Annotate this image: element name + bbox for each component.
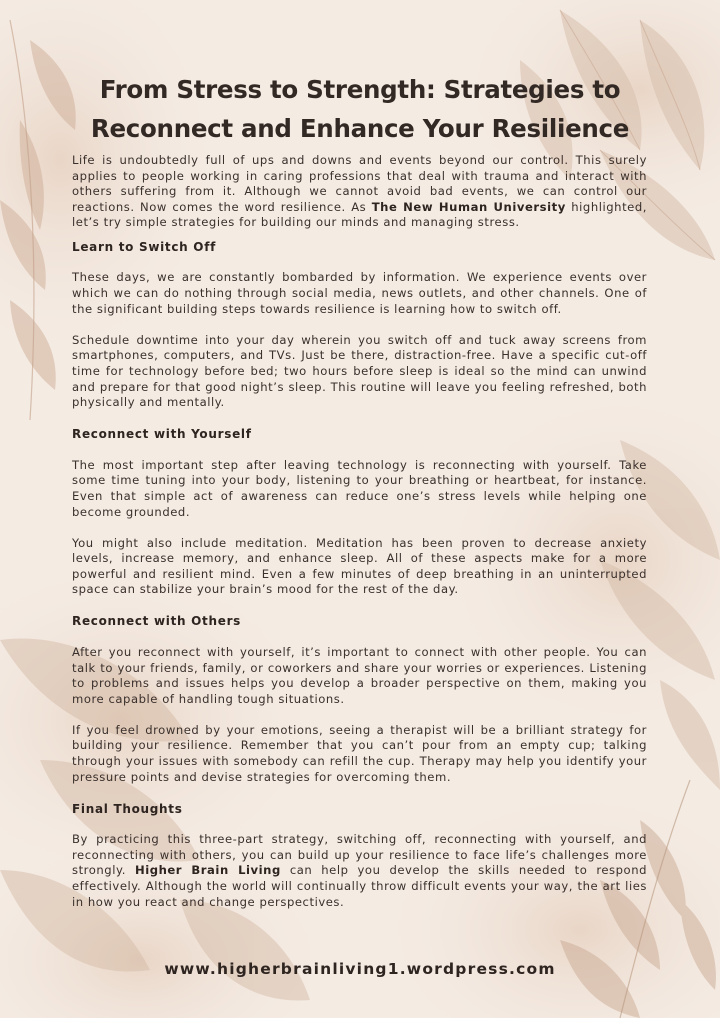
footer-url: www.higherbrainliving1.wordpress.com [164,960,556,978]
intro-bold-source: The New Human University [371,199,566,214]
intro-text-before: Life is undoubtedly full of ups and downs and events beyond our control. This surely applies to people working in caring professions that deal with trauma and interact with others suffering from it. Although we cannot avoid bad events, we can control our reactions. Now comes the word resilience. As [72,153,647,214]
final-text-after: can help you develop the skills needed to respond effectively. Although the world will continually throw difficult events your way, the art lies in how you react and change perspectives. [72,863,648,909]
page-title: From Stress to Strength: Strategies to Reconnect and Enhance Your Resilience [90,75,630,143]
switch-off-paragraph-2: Schedule downtime into your day wherein you switch off and tuck away screens from smartphones, computers, and TVs. Just be there, distraction-free. Have a specific cut-off time for technology before bed; two hours before sleep is ideal so the mind can unwind and prepare for that good night’s sleep. This routine will leave you feeling refreshed, both physically and mentally. [72,332,647,410]
reconnect-others-paragraph-1: After you reconnect with yourself, it’s important to connect with other people. You can talk to your friends, family, or coworkers and share your worries or experiences. Listening to problems and issues helps you develop a broader perspective on them, making you more capable of handling tough situations. [72,644,647,706]
intro-paragraph [72,153,647,231]
reconnect-yourself-paragraph-2: You might also include meditation. Meditation has been proven to decrease anxiety levels, increase memory, and enhance sleep. All of these aspects make for a more powerful and resilient mind. Even a few minutes of deep breathing in an uninterrupted space can stabilize your brain’s mood for the rest of the day. [72,535,647,597]
section-heading-switch-off: Learn to Switch Off [72,239,217,254]
article-body [72,153,647,910]
switch-off-paragraph-1: These days, we are constantly bombarded by information. We experience events over which we can do nothing through social media, news outlets, and other channels. One of the significant building steps towards resilience is learning how to switch off. [72,270,647,316]
reconnect-yourself-paragraph-1: The most important step after leaving technology is reconnecting with yourself. Take some time tuning into your body, listening to your breathing or heartbeat, for instance. Even that simple act of awareness can reduce one’s stress levels while helping one become grounded. [72,457,647,519]
section-heading-reconnect-yourself: Reconnect with Yourself [72,427,252,442]
intro-text-after: highlighted, let’s try simple strategies for building our minds and managing stress. [72,199,647,230]
final-thoughts-paragraph [72,832,647,910]
section-heading-reconnect-others: Reconnect with Others [72,614,242,629]
reconnect-others-paragraph-2: If you feel drowned by your emotions, seeing a therapist will be a brilliant strategy for building your resilience. Remember that you can’t pour from an empty cup; talking through your issues with somebody can refill the cup. Therapy may help you identify your pressure points and devise strategies for overcoming them. [72,722,647,784]
final-text-before: By practicing this three-part strategy, switching off, reconnecting with yourself, and reconnecting with others, you can build up your resilience to face life’s challenges more strongly. [72,832,647,878]
section-heading-final-thoughts: Final Thoughts [72,801,183,816]
final-bold-brand: Higher Brain Living [134,863,281,878]
